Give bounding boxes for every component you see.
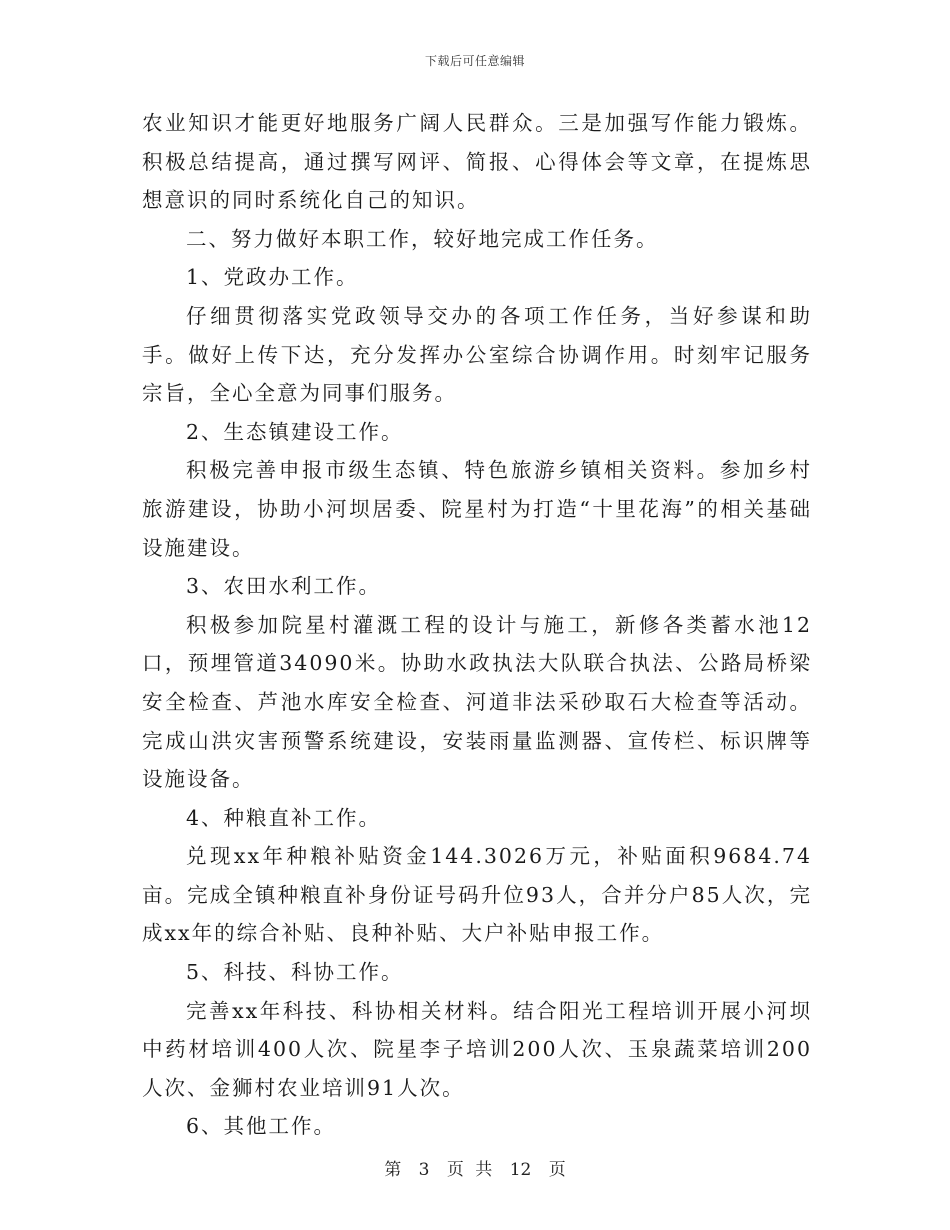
paragraph-ecotown: 积极完善申报市级生态镇、特色旅游乡镇相关资料。参加乡村旅游建设，协助小河坝居委、院星村为打造“十里花海”的相关基础设施建设。 — [142, 458, 812, 560]
page-footer — [0, 1155, 950, 1180]
document-body — [142, 104, 812, 1146]
subheading-ecotown: 2、生态镇建设工作。 — [186, 419, 404, 444]
subheading-grain-subsidy: 4、种粮直补工作。 — [186, 805, 382, 830]
paragraph-science: 完善xx年科技、科协相关材料。结合阳光工程培训开展小河坝中药材培训400人次、院星李子培训200人次、玉泉蔬菜培训200人次、金狮村农业培训91人次。 — [142, 998, 812, 1100]
footer-page-number: 3 — [418, 1160, 430, 1180]
subheading-irrigation: 3、农田水利工作。 — [186, 574, 382, 599]
footer-prefix: 第 — [384, 1160, 402, 1180]
page-header: 下载后可任意编辑 — [424, 54, 525, 68]
footer-total-pages: 12 — [509, 1160, 532, 1180]
paragraph-party-office: 仔细贯彻落实党政领导交办的各项工作任务，当好参谋和助手。做好上传下达，充分发挥办公室综合协调作用。时刻牢记服务宗旨，全心全意为同事们服务。 — [142, 303, 812, 406]
footer-suffix: 页 — [548, 1160, 566, 1180]
subheading-other: 6、其他工作。 — [186, 1114, 337, 1139]
paragraph-continuation: 农业知识才能更好地服务广阔人民群众。三是加强写作能力锻炼。积极总结提高，通过撰写网评、简报、心得体会等文章，在提炼思想意识的同时系统化自己的知识。 — [142, 111, 812, 213]
subheading-science: 5、科技、科协工作。 — [186, 960, 404, 985]
section-heading-2: 二、努力做好本职工作，较好地完成工作任务。 — [186, 226, 659, 251]
paragraph-irrigation: 积极参加院星村灌溉工程的设计与施工，新修各类蓄水池12口，预埋管道34090米。协助水政执法大队联合执法、公路局桥梁安全检查、芦池水库安全检查、河道非法采砂取石大检查等活动。完成山洪灾害预警系统建设，安装雨量监测器、宣传栏、标识牌等设施设备。 — [142, 612, 812, 792]
footer-middle: 页 共 — [446, 1160, 493, 1180]
paragraph-grain-subsidy: 兑现xx年种粮补贴资金144.3026万元，补贴面积9684.74亩。完成全镇种粮直补身份证号码升位93人，合并分户85人次，完成xx年的综合补贴、良种补贴、大户补贴申报工作。 — [142, 844, 812, 946]
subheading-party-office: 1、党政办工作。 — [186, 265, 359, 290]
